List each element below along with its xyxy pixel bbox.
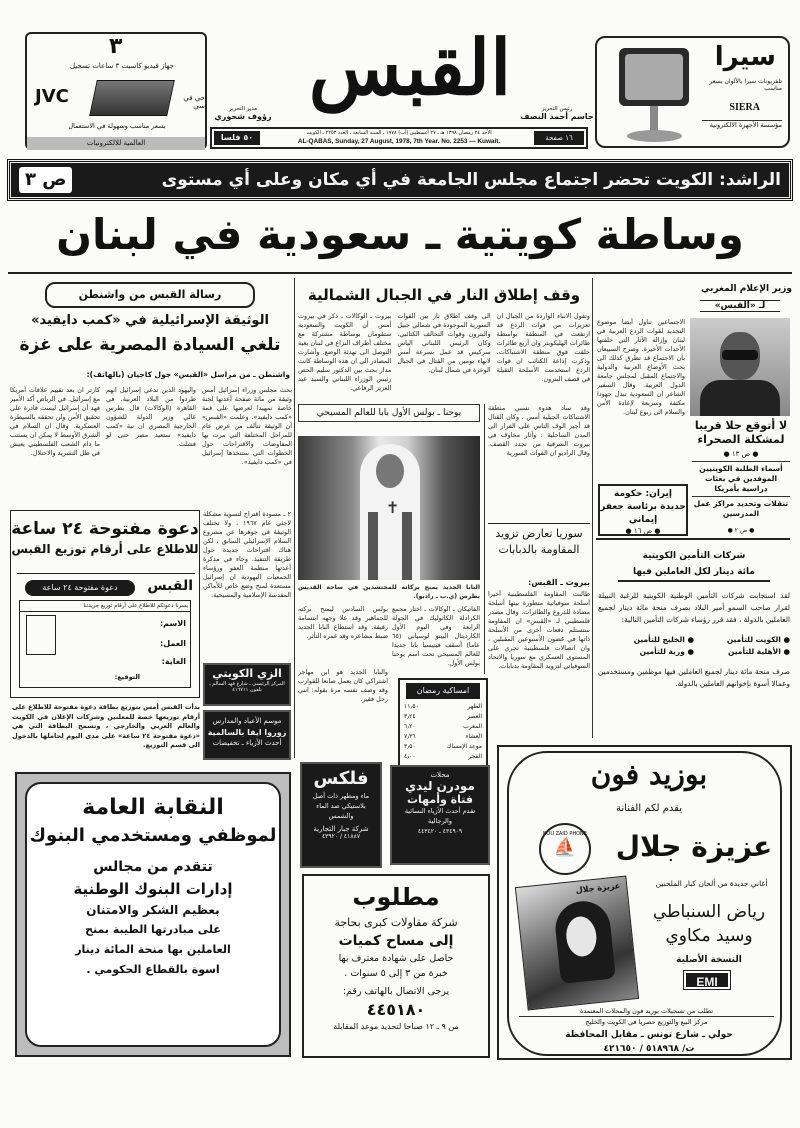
modern-lady-line: تقدم أحدث الأزياء النسائية والرجالية [404,807,476,825]
managing-editor [208,106,278,121]
kuwaiti-dress-title: الزي الكويتي [212,667,282,680]
imsakiya-box [398,678,488,772]
editor-in-chief-name: جاسم أحمد النصف [520,112,594,121]
modern-lady-phone: ٤٣٤٩٠٩ ـ ٤٤٣٤٢٠ [417,828,463,835]
syria-dateline: بيروت ـ القبس: [528,578,590,587]
prayer-label: العصر [467,713,482,720]
pope-caption: البابا الجديد يمنح بركاته للمحتشدين في ساحة القديس بطرس (ي.ب ـ رادبو). [298,584,480,600]
pope-body-2: بولس السادس ليمنح بركته للجماهير وقد علا وجهه ابتسامة رقيقة. وقد استطاع البابا الجديد ضبط مشاعره وقد غمره التأثر. [298,605,388,640]
editor-in-chief [518,106,596,121]
card-badge: دعوة مفتوحة ٢٤ ساعة [25,580,135,596]
brief-teachers-ref: ● ص ٢ ● [727,527,755,534]
wanted-title: مطلوب [352,883,440,911]
bouzaid-phone-ad [497,745,792,1060]
ship-icon: ⛵ [553,837,577,858]
jvc-headline: جهاز فيديو كاسيت ٣ ساعات تسجيل [69,62,174,70]
jvc-ad [25,32,207,150]
ceasefire-body [298,312,590,402]
bouzaid-phones: ت/ ٥١٨٩٦٨ / ٤٢١٦٥٠ [603,1044,695,1054]
banner-headline: الراشد: الكويت تحضر اجتماع مجلس الجامعة في أي مكان وعلى أي مستوى [161,170,781,190]
column-rule [592,278,593,738]
minister-suit [700,380,780,416]
modern-lady-title: مودرن ليدي [405,779,475,793]
union-line: إدارات البنوك الوطنية [73,880,233,898]
washington-kicker: رسالة القبس من واشنطن [45,282,255,308]
company-item: ● الأهلية للتأمين [727,647,790,656]
syria-body: طالبت المقاومة الفلسطينية أخيرا أسلحة سوفياتية متطورة بينها أسلحة مضادة للدروع والطائرات. وقال مصدر فلسطيني لـ «القبس» ان المقاومة ستستلم دفعات أخرى من الأسلحة ذاتها في غضون الأسبوعين المقبلين ، وان اتصالات فلسطينية تجري على المستوى العسكري مع سوريا والاتحاد السوفياتي لتزويد المقاومة بدبابات. [488,590,590,670]
morocco-body: الاجتماعين تناول أيضا موضوع التجديد لقوات الردع العربية في لبنان وإزالة الآثار التي خلفتها الأحداث الأخيرة. وصرح السبيعان بأن الاجتماع قد تطرق كذلك الى بحث الأوضاع العربية والدولية والاجتماع المقبل لمجلس جامعة الدول العربية. وقال السفير الشاعر ان السعودية تبذل جهودا مكثفة وسريعة لإعادة الأمن والسلام الى ربوع لبنان. [597,318,685,416]
prayer-time: ١١٫٥٠ [404,703,419,710]
insurance-intro: لقد استجابت شركات التأمين الوطنية الكويتية للرغبة النبيلة لقرار صاحب السمو أمير البلاد بصرف منحة مائة دينار لجميع العاملين بالدولة ، فقد قرر رؤساء شركات التأمين التالية: [598,591,790,624]
washington-headline-2: تلغي السيادة المصرية على غزة [19,335,281,355]
kuwaiti-dress-text: المركز الرئيسي ـ شارع فهد السالم ـ تلفون ٤١٦٧١١ [209,681,285,693]
brief-teachers: تنقلات وتحديد مراكز عمل المدرسين [692,496,790,519]
insurance-title: شركات التأمين الكويتية [642,551,746,561]
iran-box [598,484,688,536]
main-headline: وساطة كويتية ـ سعودية في لبنان [56,210,744,259]
pope-body-3: والبابا الجديد هو ابن مهاجر اشتراكي كان يعمل صانعا للقوارب وقد وصف نفسه مرة بقوله: انني رجل فقير. [298,668,388,703]
union-line: العاملين بها منحة المائة دينار [75,943,231,956]
season-line-2: زوروا ايفا بالسالمية [207,728,287,737]
insurance-ad [598,545,790,740]
logo-text: BOU ZAID PHONE [543,831,587,837]
prayer-time: ٦٫٢٠ [404,723,416,730]
prayer-time: ٤٫٠٠ [404,753,416,760]
season-line-3: أحدث الأزياء ـ تخفيضات [212,739,282,747]
vcr-image [89,80,175,116]
union-line: على مبادرتها الطيبة بمنح [85,923,221,936]
composer-1: رياض السنباطي [652,902,766,922]
bouzaid-address: حولي ـ شارع تونس ـ مقابل المحافظة [565,1030,733,1040]
company-name: الأهلية للتأمين [727,647,781,656]
insurance-companies [598,634,790,658]
tv-base [627,130,682,142]
wanted-ad [302,874,490,1058]
washington-col-1: بحث مجلس وزراء إسرائيل أمس وثيقة من مائة صفحة أعدتها لجنة خاصة تمهيدا لعرضها على قمة «كمب دايفيد». وعلمت «القبس» أن الوثيقة تتألف من عرض عام للمراحل المختلفة التي مرت بها المفاوضات والاقتراحات حول الخطوات التي ستتخذها إسرائيل في «كمب دايفيد». [202,386,292,466]
company-name: وربة للتأمين [639,647,685,656]
flex-phone: ٤١٨٨٧ / ٤٣٩٢٠ [321,833,361,840]
field-work: العمل: [160,639,186,648]
ad-kuwaiti-dress [203,663,291,706]
album-note: أغاني جديدة من ألحان كبار الملحنين [655,879,768,888]
jvc-dealer: العالمية للالكترونيات [27,137,205,150]
wanted-hours: من ٩ ـ ١٢ صباحا لتحديد موعد المقابلة [333,1022,459,1031]
artist-name: عزيزة جلال [615,830,773,863]
emi-logo: EMI [684,971,730,989]
union-title-2: لموظفي ومستخدمي البنوك [29,825,277,846]
prayer-label: الفجر [468,753,482,760]
ad-24h-subtitle: للاطلاع على أرقام توزيع القبس [11,542,199,556]
morocco-headline: لا أتوقع حلا قريبا لمشكلة الصحراء [694,419,788,446]
flex-title: فلكس [313,768,369,789]
prayer-time: ٣٫٢٤ [404,713,416,720]
tv-stand [650,106,658,132]
column-rule [484,404,485,674]
union-title-1: النقابة العامة [82,795,224,820]
distribution-note: مركز البيع والتوزيع حصريا في الكويت والخليج [585,1018,708,1026]
company-name: الخليج للتأمين [633,635,685,644]
imsakiya-title: امساكية رمضان [406,683,480,699]
washington-headline-1: الوثيقة الإسرائيلية في «كمب دايفيد» [31,313,269,328]
imsakiya-row [404,732,482,742]
ceasefire-col-2: الى وقف اطلاق نار بين القوات السورية الموجودة في شمالي جبيل والبترون وقوات التحالف الكتائبي. وكان الرئيس اللبناني الياس سركيس قد عمل بسرعة أمس لانهاء يومين من القتال في الجبال الوعرة في شمال لبنان. [397,312,491,374]
washington-body-continued: ٢ ـ مسودة اقتراح لتسوية مشكلة لاجئي عام ١٩٦٧ ، ولا تختلف الوثيقة في جوهرها عن مشروع السلام الإسرائيلي السابق ، لكن هناك اقتراحات جديدة حول طريقة التنفيذ. وجاء في مذكرة أعدتها منظمة العفو ورؤساء الجمعيات اليهودية ان إسرائيل مستعدة لمنح وضع خاص للأماكن المقدسة الإسلامية والمسيحية. [203,510,291,599]
modern-lady-ad [390,765,490,865]
flex-ad [300,762,382,868]
flex-text: ماء ومطهر ذات أصل بلاستيكي ضد الماء والشمس [312,792,370,820]
siera-brand-en: SIERA [729,102,760,113]
divider [8,272,792,274]
jvc-brand: JVC [35,86,69,107]
editor-in-chief-label: رئيس التحرير [541,106,573,112]
jvc-side: حي في سي [183,94,205,110]
order-note: تطلب من تسجيلات بوزيد فون والمحلات المعتمدة [519,1007,774,1017]
imsakiya-table [400,702,486,762]
union-line: بعظيم الشكر والامتنان [86,903,220,917]
ad-open-invitation [10,510,200,698]
union-line: تتقدم من مجالس [93,859,213,875]
brief-students: أسماء الطلبة الكويتيين الموفدين في بعثات دراسية بأمريكا [692,461,790,494]
washington-body [10,386,292,506]
jvc-tagline: بسعر مناسب وسهولة في الاستعمال [68,122,166,130]
date-english: AL-QABAS, Sunday, 27 August, 1978, 7th Year. No. 2253 — Kuwait. [297,138,501,145]
minister-glasses [722,350,758,360]
column-rule [294,278,295,758]
insurance-subtitle: مائة دينار لكل العاملين فيها [618,567,770,582]
morocco-kicker-2: لـ «القبس» [700,300,780,312]
top-banner [8,160,792,200]
modern-lady-subtitle: فتاة وأمهات [406,793,473,806]
bouzaid-presents: يقدم لكم الفنانة [616,803,682,814]
stole [368,512,378,580]
invitation-card [17,573,195,691]
modern-lady-pre: محلات [430,771,450,779]
album-cover [515,875,639,1010]
prayer-label: المغرب [463,723,482,730]
imsakiya-row [404,742,482,752]
tv-image [619,48,689,106]
composer-2: وسيد مكاوي [665,926,753,946]
field-signature: التوقيع: [114,673,140,681]
stole [402,512,412,580]
siera-dealer: مؤسسة الأجهزة الالكترونية [702,120,782,129]
syria-pre-text: وقد ساد هدوء نسبي منطقة الاشتباكات الجبلية أمس ، وكان القتال قد أجبر الوف الناس على الفرار الى المدن الساحلية ، وأثار مخاوف في بيروت الشرقية من تجدد القصف. وقال الراديو ان القوات السورية [488,404,590,457]
imsakiya-row [404,722,482,732]
union-line: اسوة بالقطاع الحكومي . [86,963,220,976]
ceasefire-headline: وقف إطلاق النار في الجبال الشمالية [307,286,581,304]
wanted-contact: يرجى الاتصال بالهاتف رقم: [342,986,450,997]
prayer-label: موعد الإمساك [446,743,482,750]
date-arabic: الأحد ٢٤ رمضان ١٣٩٨ هـ ـ ٢٧ أغسطس (آب) ١٩٧٨ ـ السنة السابعة ـ العدد ٢٢٥٣ ـ الكويت [306,130,492,136]
company-name: الكويت للتأمين [726,635,781,644]
prayer-time: ٧٫٣٦ [404,733,416,740]
prayer-label: الظهر [467,703,482,710]
pope-body-1: الفاتيكان ـ الوكالات ـ اختار مجمع الكرادلة الكاثوليك في الجولة الرابعة وفي اليوم الأول الكاردينال البينو لوسياني (٦٥ عاما) أسقف فينيسيا بابا جديدا للعالم المسيحي تحت اسم يوحنا بولس الأول. [392,605,480,667]
ad-24h-footer: بدأت القبس أمس بتوزيع بطاقة دعوة مفتوحة للاطلاع على أرقام توزيعها خصة للمعلنين وشركات الإعلان في الكويت والعالم العربي والخارجي ، وتسمح البطاقة التي هي «دعوة مفتوحة ٢٤ ساعة» على مدى اليوم لحاملها بالدخول الى قسم التوزيع. [12,703,200,749]
imsakiya-row [404,752,482,762]
syria-headline: سوريا تعارض تزويد المقاومة بالدبابات [488,523,590,558]
bouzaid-logo [539,823,591,875]
managing-editor-name: رؤوف شحوري [214,112,272,121]
ceasefire-col-3: بيروت ـ الوكالات ـ ذكر في بيروت أمس أن الكويت والسعودية ستقومان بوساطة مشتركة مع مختلف أطراف النزاع في لبنان بغية التوصل الى تهدئة الوضع. وأشارت المصادر الى ان هذه الوساطة كانت مدار بحث بين الدكتور سليم الحص رئيس الوزراء اللبناني والسيد عبد العزيز الرفاعي. [298,312,392,392]
masthead-logo: القبس [308,23,512,112]
morocco-page-ref: ● ص ١٣ ● [723,450,759,458]
bank-union-inner [25,782,281,1047]
imsakiya-row [404,702,482,712]
wanted-line: حاصل على شهادة معترف بها [338,953,454,964]
siera-brand-ar: سيرا [714,42,776,72]
jvc-number: ٣ [109,34,123,59]
minister-photo [690,318,790,416]
original-copy: النسخة الأصلية [676,955,742,965]
pope-face [376,454,404,488]
washington-col-2: واليهود الذين تدعي إسرائيل انهم طردوا من البلاد العربية. في القاهرة (الوكالات) قال بطرس غالي وزير الدولة للشؤون الخارجية المصري ان نية «كمب دايفيد» ستعيد مصر حتى لو فشلت. [106,386,196,448]
flex-footer: شركة جبار التجارية [313,825,369,833]
pope-title: يوحنا ـ بولس الأول بابا للعالم المسيحي [298,404,480,422]
washington-byline: واشنطن ـ من مراسل «القبس» جول كاجيان (بالهاتف): [86,370,290,379]
washington-col-3: كارتر ان بعد تقييم علاقات أمريكا مع إسرائيل. في الرياض أكد الأمير فهد أن إسرائيل ليست قادرة على تحقيق الأمن ولن تحققه بالسيطرة العسكرية. وقال ان السلام في الشرق الأوسط لا يمكن ان يستتب ما دام الشعب الفلسطيني يعيش في ظل التشريد والاحتلال. [10,386,100,457]
card-form [19,600,191,688]
pope-photo [298,436,480,580]
field-name: الاسم: [159,619,186,628]
iran-ref: ● ص ١٦ ● [625,527,661,535]
pages-badge: ١٦ صفحة [534,131,584,145]
insurance-closing: صرف منحة مائة دينار لجميع العاملين فيها موظفين ومستخدمين وعمالا أسوة بإخوانهم العاملين بالدولة. [598,667,790,688]
ad-season [203,710,291,760]
company-item: ● الخليج للتأمين [633,635,694,644]
ad-24h-title: دعوة مفتوحة ٢٤ ساعة [11,519,199,539]
card-note: يسرنا دعوتكم للاطلاع على أرقام توزيع جريدتنا [20,601,190,612]
photo-slot [26,615,56,655]
bank-union-ad [15,772,291,1057]
field-purpose: الغاية: [161,657,186,666]
season-line-1: موسم الأعياد والمدارس [212,717,282,725]
wanted-phone: ٤٤٥١٨٠ [366,1000,426,1019]
ceasefire-col-1: وتقول الانباء الواردة من الجبال ان تعزيزات من قوات الردع قد ارتفعت في المنطقة بواسطة طائرات الهليكوبتر وان أربع طائرات حلقت فوق منطقة الاشتباكات. وذكرت إذاعة الكتائب ان قوات الردع استخدمت الأسلحة الثقيلة في قصف البترون. [496,312,590,383]
cover-name: عزيزة جلال [575,881,621,895]
siera-tagline: تلفزيونات سيرا بالألوان بسعر مناسب [709,78,782,92]
managing-editor-label: مدير التحرير [228,106,258,112]
company-item: ● وربة للتأمين [639,647,694,656]
morocco-kicker: وزير الإعلام المغربي [700,284,792,294]
iran-headline: إيران: حكومة جديدة برئاسة جعفر إيماني [600,489,686,525]
cross-icon: ✝ [386,498,400,517]
wanted-line: شركة مقاولات كبرى بحاجة [334,916,458,929]
prayer-time: ٣٫٥٠ [404,743,416,750]
wanted-line: خبرة من ٣ إلى ٥ سنوات . [344,968,448,979]
banner-page-ref: ص ٣ [19,167,72,193]
prayer-label: العشاء [465,733,482,740]
dateline-bar [210,127,588,149]
siera-ad [595,36,790,148]
price-badge: ٥٠ فلسا [214,131,260,145]
wanted-line: إلى مساح كميات [338,933,454,949]
divider [596,538,790,540]
bouzaid-brand: بوزيد فون [590,758,708,791]
imsakiya-row [404,712,482,722]
card-logo: القبس [147,578,193,594]
company-item: ● الكويت للتأمين [726,635,790,644]
